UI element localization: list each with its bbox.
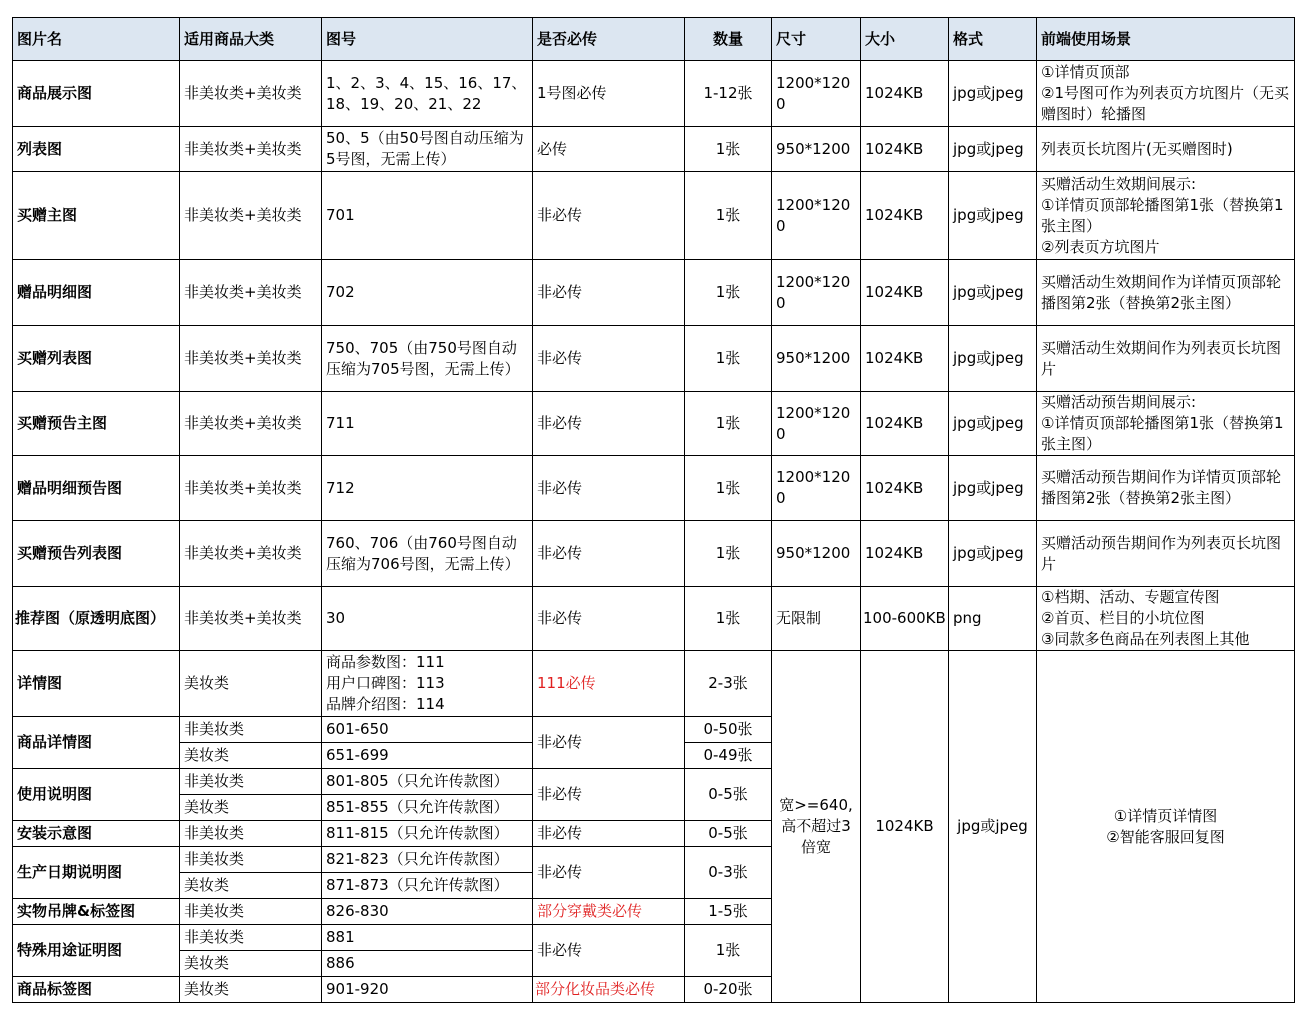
table-row	[13, 521, 1295, 587]
row-quantity: 1张	[685, 521, 772, 587]
row-category: 非美妆类+美妆类	[180, 61, 322, 127]
row-format: jpg或jpeg	[949, 127, 1037, 172]
image-spec-table	[12, 17, 1295, 1003]
row-category: 美妆类	[180, 873, 322, 899]
row-required: 非必传	[533, 925, 685, 977]
row-category: 美妆类	[180, 651, 322, 717]
shared-size: 宽>=640,高不超过3倍宽	[772, 651, 861, 1003]
row-number: 826-830	[322, 899, 533, 925]
row-number	[322, 651, 533, 717]
image-spec-table-wrapper	[12, 17, 1295, 1003]
row-quantity: 1张	[685, 172, 772, 260]
row-name: 使用说明图	[13, 769, 180, 821]
row-required: 非必传	[533, 260, 685, 326]
scene-line: ③同款多色商品在列表图上其他	[1041, 630, 1250, 648]
row-scene	[1037, 587, 1295, 651]
row-scene	[1037, 456, 1295, 521]
row-quantity: 1张	[685, 456, 772, 521]
row-category: 非美妆类+美妆类	[180, 172, 322, 260]
row-category: 美妆类	[180, 977, 322, 1003]
row-category: 非美妆类	[180, 821, 322, 847]
row-number: 702	[322, 260, 533, 326]
scene-line: 买赠活动预告期间展示:	[1041, 393, 1197, 411]
scene-line: ①详情页顶部轮播图第1张（替换第1张主图）	[1041, 414, 1284, 453]
scene-line: ①详情页详情图	[1113, 806, 1218, 825]
row-filesize: 100-600KB	[861, 587, 949, 651]
scene-line: 买赠活动预告期间作为详情页顶部轮播图第2张（替换第2张主图）	[1041, 468, 1282, 507]
row-required: 1号图必传	[533, 61, 685, 127]
table-row	[13, 326, 1295, 392]
scene-line: 买赠活动生效期间作为详情页顶部轮播图第2张（替换第2张主图）	[1041, 272, 1282, 312]
scene-line: ②智能客服回复图	[1106, 827, 1225, 846]
row-number: 701	[322, 172, 533, 260]
row-format: jpg或jpeg	[949, 456, 1037, 521]
row-required: 非必传	[533, 456, 685, 521]
row-category: 非美妆类+美妆类	[180, 260, 322, 326]
row-category: 美妆类	[180, 951, 322, 977]
scene-line: 买赠活动生效期间作为列表页长坑图片	[1041, 338, 1282, 378]
row-number: 821-823（只允许传款图）	[322, 847, 533, 873]
row-required: 非必传	[533, 587, 685, 651]
row-scene	[1037, 127, 1295, 172]
row-size: 1200*1200	[772, 172, 861, 260]
row-scene	[1037, 172, 1295, 260]
row-number: 750、705（由750号图自动压缩为705号图，无需上传）	[322, 326, 533, 392]
row-required: 非必传	[533, 326, 685, 392]
shared-format: jpg或jpeg	[949, 651, 1037, 1003]
row-format: jpg或jpeg	[949, 260, 1037, 326]
row-quantity: 1张	[685, 587, 772, 651]
scene-line: ①详情页顶部	[1041, 63, 1130, 81]
row-name: 买赠列表图	[13, 326, 180, 392]
row-number: 811-815（只允许传款图）	[322, 821, 533, 847]
row-filesize: 1024KB	[861, 392, 949, 456]
row-number: 711	[322, 392, 533, 456]
row-number: 651-699	[322, 743, 533, 769]
row-name: 商品展示图	[13, 61, 180, 127]
header-quantity: 数量	[685, 18, 772, 61]
row-quantity: 1张	[685, 260, 772, 326]
row-name: 生产日期说明图	[13, 847, 180, 899]
row-name: 特殊用途证明图	[13, 925, 180, 977]
row-category: 美妆类	[180, 795, 322, 821]
row-number: 901-920	[322, 977, 533, 1003]
table-row	[13, 61, 1295, 127]
row-scene	[1037, 61, 1295, 127]
table-row	[13, 456, 1295, 521]
header-row	[13, 18, 1295, 61]
scene-line: ①详情页顶部轮播图第1张（替换第1张主图）	[1041, 195, 1284, 235]
scene-line: 买赠活动预告期间作为列表页长坑图片	[1041, 533, 1282, 573]
row-quantity: 0-20张	[685, 977, 772, 1003]
scene-line: ②1号图可作为列表页方坑图片（无买赠图时）轮播图	[1041, 84, 1289, 123]
header-size: 尺寸	[772, 18, 861, 61]
row-size: 950*1200	[772, 326, 861, 392]
row-required: 部分穿戴类必传	[533, 899, 685, 925]
row-format: jpg或jpeg	[949, 392, 1037, 456]
row-number: 1、2、3、4、15、16、17、18、19、20、21、22	[322, 61, 533, 127]
scene-line: ①档期、活动、专题宣传图	[1041, 588, 1220, 606]
scene-line: ②首页、栏目的小坑位图	[1041, 609, 1205, 627]
row-quantity: 1-5张	[685, 899, 772, 925]
row-format: jpg或jpeg	[949, 172, 1037, 260]
row-size: 1200*1200	[772, 61, 861, 127]
row-number: 851-855（只允许传款图）	[322, 795, 533, 821]
row-size: 无限制	[772, 587, 861, 651]
row-name: 买赠预告主图	[13, 392, 180, 456]
shared-scene	[1037, 651, 1295, 1003]
row-required: 非必传	[533, 717, 685, 769]
row-name: 赠品明细图	[13, 260, 180, 326]
row-name: 买赠主图	[13, 172, 180, 260]
row-name: 商品详情图	[13, 717, 180, 769]
row-required: 非必传	[533, 821, 685, 847]
scene-line: 买赠活动生效期间展示:	[1041, 174, 1197, 193]
row-name: 买赠预告列表图	[13, 521, 180, 587]
row-quantity: 1张	[685, 925, 772, 977]
row-required: 非必传	[533, 769, 685, 821]
row-quantity: 0-5张	[685, 821, 772, 847]
row-format: png	[949, 587, 1037, 651]
row-size: 950*1200	[772, 521, 861, 587]
header-format: 格式	[949, 18, 1037, 61]
row-number: 886	[322, 951, 533, 977]
number-line: 用户口碑图：113	[326, 674, 445, 692]
row-quantity: 2-3张	[685, 651, 772, 717]
row-quantity: 1-12张	[685, 61, 772, 127]
table-row	[13, 260, 1295, 326]
row-filesize: 1024KB	[861, 521, 949, 587]
row-number: 760、706（由760号图自动压缩为706号图，无需上传）	[322, 521, 533, 587]
row-name: 列表图	[13, 127, 180, 172]
row-name: 安装示意图	[13, 821, 180, 847]
row-filesize: 1024KB	[861, 326, 949, 392]
row-scene	[1037, 326, 1295, 392]
row-scene	[1037, 392, 1295, 456]
row-quantity: 1张	[685, 392, 772, 456]
row-quantity: 0-3张	[685, 847, 772, 899]
row-quantity: 0-50张	[685, 717, 772, 743]
row-scene	[1037, 260, 1295, 326]
header-image-name: 图片名	[13, 18, 180, 61]
row-size: 1200*1200	[772, 456, 861, 521]
row-quantity: 0-5张	[685, 769, 772, 821]
row-category: 非美妆类	[180, 769, 322, 795]
row-name: 赠品明细预告图	[13, 456, 180, 521]
row-number: 712	[322, 456, 533, 521]
row-category: 非美妆类	[180, 899, 322, 925]
row-category: 非美妆类+美妆类	[180, 587, 322, 651]
table-row	[13, 392, 1295, 456]
row-size: 1200*1200	[772, 392, 861, 456]
header-required: 是否必传	[533, 18, 685, 61]
row-filesize: 1024KB	[861, 61, 949, 127]
table-row-detail	[13, 651, 1295, 717]
row-quantity: 0-49张	[685, 743, 772, 769]
row-number: 801-805（只允许传款图）	[322, 769, 533, 795]
row-number: 50、5（由50号图自动压缩为5号图，无需上传）	[322, 127, 533, 172]
row-format: jpg或jpeg	[949, 521, 1037, 587]
number-line: 商品参数图：111	[326, 653, 445, 671]
row-format: jpg或jpeg	[949, 326, 1037, 392]
header-scene: 前端使用场景	[1037, 18, 1295, 61]
row-scene	[1037, 521, 1295, 587]
table-row	[13, 587, 1295, 651]
row-number: 881	[322, 925, 533, 951]
row-quantity: 1张	[685, 127, 772, 172]
row-filesize: 1024KB	[861, 456, 949, 521]
table-row	[13, 172, 1295, 260]
row-name: 实物吊牌&标签图	[13, 899, 180, 925]
table-row	[13, 127, 1295, 172]
row-required: 部分化妆品类必传	[533, 977, 685, 1003]
header-category: 适用商品大类	[180, 18, 322, 61]
row-required: 必传	[533, 127, 685, 172]
row-category: 非美妆类	[180, 847, 322, 873]
row-number: 30	[322, 587, 533, 651]
row-filesize: 1024KB	[861, 172, 949, 260]
row-size: 950*1200	[772, 127, 861, 172]
row-category: 非美妆类+美妆类	[180, 127, 322, 172]
row-category: 美妆类	[180, 743, 322, 769]
row-number: 871-873（只允许传款图）	[322, 873, 533, 899]
scene-line: ②列表页方坑图片	[1041, 237, 1160, 256]
row-category: 非美妆类+美妆类	[180, 392, 322, 456]
number-line: 品牌介绍图：114	[326, 695, 445, 713]
header-filesize: 大小	[861, 18, 949, 61]
row-format: jpg或jpeg	[949, 61, 1037, 127]
row-required: 111必传	[533, 651, 685, 717]
scene-line: 列表页长坑图片(无买赠图时)	[1041, 139, 1233, 158]
row-quantity: 1张	[685, 326, 772, 392]
row-name: 商品标签图	[13, 977, 180, 1003]
row-required: 非必传	[533, 392, 685, 456]
row-size: 1200*1200	[772, 260, 861, 326]
row-category: 非美妆类+美妆类	[180, 521, 322, 587]
row-category: 非美妆类	[180, 925, 322, 951]
row-category: 非美妆类+美妆类	[180, 456, 322, 521]
header-number: 图号	[322, 18, 533, 61]
row-filesize: 1024KB	[861, 260, 949, 326]
row-name: 推荐图（原透明底图）	[13, 587, 180, 651]
row-required: 非必传	[533, 172, 685, 260]
row-required: 非必传	[533, 521, 685, 587]
row-name: 详情图	[13, 651, 180, 717]
row-number: 601-650	[322, 717, 533, 743]
row-required: 非必传	[533, 847, 685, 899]
row-category: 非美妆类+美妆类	[180, 326, 322, 392]
row-filesize: 1024KB	[861, 127, 949, 172]
row-category: 非美妆类	[180, 717, 322, 743]
shared-filesize: 1024KB	[861, 651, 949, 1003]
